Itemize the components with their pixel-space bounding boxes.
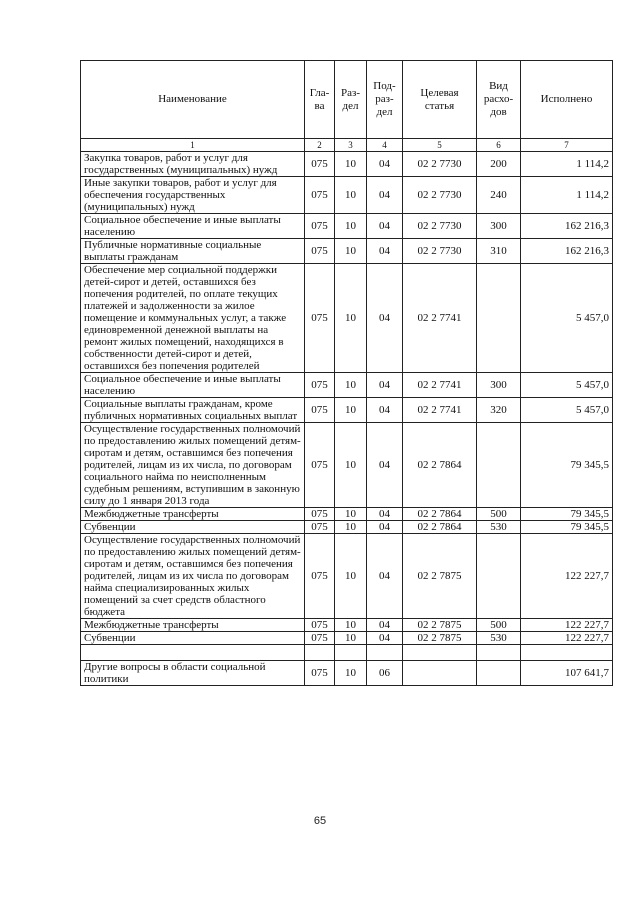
table-row	[81, 534, 613, 619]
cell-expense-type: 500	[477, 619, 521, 632]
cell-section: 10	[335, 619, 367, 632]
cell-expense-type: 200	[477, 152, 521, 177]
cell-section: 10	[335, 661, 367, 686]
cell-chapter: 075	[305, 373, 335, 398]
table-row	[81, 632, 613, 645]
cell-executed: 162 216,3	[521, 239, 613, 264]
header-subsection	[367, 61, 403, 139]
table-row	[81, 508, 613, 521]
cell-chapter: 075	[305, 423, 335, 508]
header-chapter-label: Гла- ва	[309, 86, 330, 112]
column-number: 6	[477, 139, 521, 152]
cell-section: 10	[335, 214, 367, 239]
table-body	[81, 152, 613, 686]
cell-name: Социальное обеспечение и иные выплаты населению	[81, 373, 305, 398]
cell-subsection: 04	[367, 177, 403, 214]
cell-expense-type: 530	[477, 632, 521, 645]
header-chapter	[305, 61, 335, 139]
column-number: 2	[305, 139, 335, 152]
cell-chapter: 075	[305, 534, 335, 619]
cell-name: Социальное обеспечение и иные выплаты населению	[81, 214, 305, 239]
cell-subsection	[367, 645, 403, 661]
column-number: 7	[521, 139, 613, 152]
cell-executed: 122 227,7	[521, 534, 613, 619]
header-row	[81, 61, 613, 139]
budget-table	[80, 60, 613, 686]
cell-section: 10	[335, 508, 367, 521]
table-row	[81, 398, 613, 423]
header-executed	[521, 61, 613, 139]
cell-expense-type: 320	[477, 398, 521, 423]
cell-name: Обеспечение мер социальной поддержки детей-сирот и детей, оставшихся без попечения родителей, по оплате текущих платежей и задолженности за жилое помещение и коммунальных услуг, а также единовременной денежной выплаты на ремонт жилых помещений, находящихся в собственности детей-сирот и детей, оставшихся без попечения родителей	[81, 264, 305, 373]
column-number: 3	[335, 139, 367, 152]
cell-section: 10	[335, 239, 367, 264]
cell-subsection: 04	[367, 373, 403, 398]
cell-expense-type: 530	[477, 521, 521, 534]
cell-target: 02 2 7875	[403, 632, 477, 645]
cell-section: 10	[335, 264, 367, 373]
cell-expense-type: 240	[477, 177, 521, 214]
cell-executed: 79 345,5	[521, 521, 613, 534]
cell-subsection: 06	[367, 661, 403, 686]
table-row	[81, 239, 613, 264]
column-number: 1	[81, 139, 305, 152]
cell-target: 02 2 7730	[403, 239, 477, 264]
cell-expense-type	[477, 423, 521, 508]
header-section	[335, 61, 367, 139]
cell-executed: 1 114,2	[521, 177, 613, 214]
cell-executed: 1 114,2	[521, 152, 613, 177]
column-number-row	[81, 139, 613, 152]
column-number: 4	[367, 139, 403, 152]
page-number: 65	[313, 815, 327, 827]
cell-target: 02 2 7730	[403, 177, 477, 214]
table-row	[81, 521, 613, 534]
cell-executed: 5 457,0	[521, 264, 613, 373]
header-expense-type	[477, 61, 521, 139]
cell-name: Закупка товаров, работ и услуг для государственных (муниципальных) нужд	[81, 152, 305, 177]
table-row	[81, 661, 613, 686]
cell-executed: 5 457,0	[521, 373, 613, 398]
cell-executed: 162 216,3	[521, 214, 613, 239]
cell-section: 10	[335, 521, 367, 534]
cell-expense-type	[477, 661, 521, 686]
table-row	[81, 373, 613, 398]
cell-section: 10	[335, 423, 367, 508]
cell-chapter: 075	[305, 214, 335, 239]
cell-chapter: 075	[305, 177, 335, 214]
cell-expense-type: 300	[477, 373, 521, 398]
cell-executed	[521, 645, 613, 661]
cell-chapter: 075	[305, 508, 335, 521]
cell-subsection: 04	[367, 508, 403, 521]
table-row	[81, 264, 613, 373]
table-row	[81, 423, 613, 508]
cell-expense-type	[477, 534, 521, 619]
cell-section	[335, 645, 367, 661]
header-executed-label: Исполнено	[540, 93, 593, 105]
cell-chapter: 075	[305, 398, 335, 423]
header-expense-type-label: Вид расхо- дов	[483, 80, 514, 118]
cell-executed: 79 345,5	[521, 508, 613, 521]
table-row	[81, 214, 613, 239]
cell-expense-type: 300	[477, 214, 521, 239]
cell-target: 02 2 7741	[403, 373, 477, 398]
cell-expense-type	[477, 264, 521, 373]
cell-target: 02 2 7730	[403, 152, 477, 177]
cell-name: Другие вопросы в области социальной политики	[81, 661, 305, 686]
cell-subsection: 04	[367, 398, 403, 423]
cell-subsection: 04	[367, 521, 403, 534]
cell-subsection: 04	[367, 214, 403, 239]
cell-subsection: 04	[367, 632, 403, 645]
column-number: 5	[403, 139, 477, 152]
cell-expense-type: 500	[477, 508, 521, 521]
cell-name: Иные закупки товаров, работ и услуг для обеспечения государственных (муниципальных) нужд	[81, 177, 305, 214]
cell-target: 02 2 7741	[403, 264, 477, 373]
cell-subsection: 04	[367, 534, 403, 619]
table-row	[81, 152, 613, 177]
cell-name: Межбюджетные трансферты	[81, 508, 305, 521]
cell-name: Осуществление государственных полномочий по предоставлению жилых помещений детям-сиротам и детям, оставшимся без попечения родителей, лицам из их числа, по договорам социального найма по неисполненным судебным решениям, вступившим в законную силу до 1 января 2013 года	[81, 423, 305, 508]
cell-subsection: 04	[367, 423, 403, 508]
cell-expense-type	[477, 645, 521, 661]
cell-name: Публичные нормативные социальные выплаты гражданам	[81, 239, 305, 264]
cell-target: 02 2 7864	[403, 423, 477, 508]
cell-chapter	[305, 645, 335, 661]
cell-executed: 122 227,7	[521, 619, 613, 632]
table-row	[81, 645, 613, 661]
table-row	[81, 619, 613, 632]
cell-subsection: 04	[367, 619, 403, 632]
cell-target: 02 2 7875	[403, 619, 477, 632]
header-name-label: Наименование	[158, 93, 227, 105]
cell-name: Осуществление государственных полномочий по предоставлению жилых помещений детям-сиротам и детям, оставшимся без попечения родителей, лицам из их числа по договорам найма специализированных жилых помещений за счет средств областного бюджета	[81, 534, 305, 619]
cell-chapter: 075	[305, 632, 335, 645]
cell-subsection: 04	[367, 152, 403, 177]
cell-executed: 122 227,7	[521, 632, 613, 645]
cell-name: Субвенции	[81, 521, 305, 534]
cell-name	[81, 645, 305, 661]
cell-target: 02 2 7875	[403, 534, 477, 619]
cell-section: 10	[335, 177, 367, 214]
cell-section: 10	[335, 534, 367, 619]
header-name	[81, 61, 305, 139]
cell-executed: 79 345,5	[521, 423, 613, 508]
cell-target	[403, 645, 477, 661]
cell-chapter: 075	[305, 264, 335, 373]
header-target	[403, 61, 477, 139]
cell-section: 10	[335, 373, 367, 398]
cell-chapter: 075	[305, 661, 335, 686]
cell-section: 10	[335, 398, 367, 423]
cell-target: 02 2 7730	[403, 214, 477, 239]
header-section-label: Раз- дел	[340, 86, 360, 112]
cell-chapter: 075	[305, 239, 335, 264]
cell-target: 02 2 7864	[403, 521, 477, 534]
cell-name: Межбюджетные трансферты	[81, 619, 305, 632]
cell-target	[403, 661, 477, 686]
cell-chapter: 075	[305, 152, 335, 177]
cell-executed: 5 457,0	[521, 398, 613, 423]
cell-target: 02 2 7864	[403, 508, 477, 521]
cell-executed: 107 641,7	[521, 661, 613, 686]
cell-expense-type: 310	[477, 239, 521, 264]
cell-name: Субвенции	[81, 632, 305, 645]
header-target-label: Целевая статья	[420, 86, 459, 112]
cell-chapter: 075	[305, 521, 335, 534]
cell-chapter: 075	[305, 619, 335, 632]
cell-subsection: 04	[367, 264, 403, 373]
cell-section: 10	[335, 632, 367, 645]
cell-subsection: 04	[367, 239, 403, 264]
table-row	[81, 177, 613, 214]
cell-target: 02 2 7741	[403, 398, 477, 423]
header-subsection-label: Под- раз- дел	[373, 80, 396, 118]
cell-name: Социальные выплаты гражданам, кроме публичных нормативных социальных выплат	[81, 398, 305, 423]
cell-section: 10	[335, 152, 367, 177]
